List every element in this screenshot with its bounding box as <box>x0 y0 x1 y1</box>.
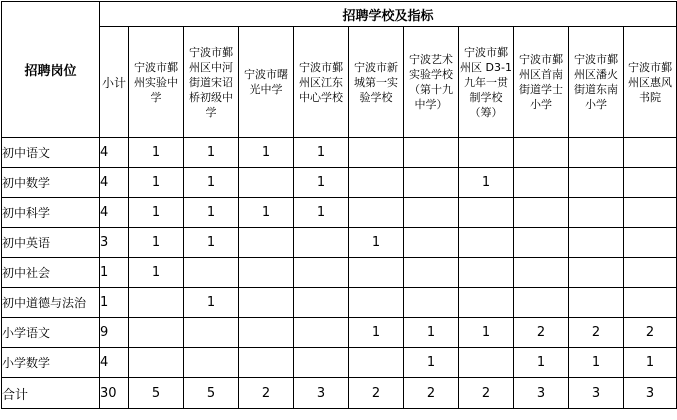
quota-cell <box>569 288 624 318</box>
quota-cell <box>569 168 624 198</box>
quota-cell: 1 <box>294 138 349 168</box>
quota-cell <box>624 258 677 288</box>
quota-cell: 2 <box>569 318 624 348</box>
quota-cell <box>239 348 294 378</box>
total-cell: 5 <box>184 378 239 409</box>
quota-cell <box>294 318 349 348</box>
quota-cell: 2 <box>624 318 677 348</box>
quota-cell: 1 <box>459 168 514 198</box>
quota-cell <box>294 258 349 288</box>
quota-cell: 1 <box>184 168 239 198</box>
quota-cell: 1 <box>184 228 239 258</box>
quota-cell: 1 <box>129 258 184 288</box>
total-cell: 3 <box>624 378 677 409</box>
quota-cell <box>294 288 349 318</box>
subtotal-cell: 4 <box>100 138 129 168</box>
group-header: 招聘学校及指标 <box>100 2 677 27</box>
quota-cell <box>404 258 459 288</box>
quota-cell <box>569 138 624 168</box>
position-label: 小学数学 <box>2 348 100 378</box>
subtotal-cell: 4 <box>100 198 129 228</box>
quota-cell <box>239 168 294 198</box>
table-row <box>2 288 677 318</box>
quota-cell: 1 <box>184 138 239 168</box>
quota-cell: 1 <box>239 138 294 168</box>
school-header: 宁波市鄞州区潘火街道东南小学 <box>569 27 624 138</box>
position-header: 招聘岗位 <box>2 2 100 138</box>
quota-cell <box>624 198 677 228</box>
quota-cell: 1 <box>184 198 239 228</box>
total-cell: 3 <box>294 378 349 409</box>
position-label: 初中英语 <box>2 228 100 258</box>
quota-cell <box>129 348 184 378</box>
quota-cell <box>514 258 569 288</box>
quota-cell: 1 <box>349 318 404 348</box>
school-header: 宁波艺术实验学校（第十九中学） <box>404 27 459 138</box>
quota-cell <box>514 228 569 258</box>
subtotal-cell: 1 <box>100 258 129 288</box>
quota-cell <box>239 258 294 288</box>
quota-cell <box>624 138 677 168</box>
quota-cell: 1 <box>184 288 239 318</box>
school-header: 宁波市鄞州区惠风书院 <box>624 27 677 138</box>
school-header: 宁波市曙光中学 <box>239 27 294 138</box>
school-header: 宁波市鄞州区江东中心学校 <box>294 27 349 138</box>
subtotal-cell: 9 <box>100 318 129 348</box>
school-header: 宁波市鄞州实验中学 <box>129 27 184 138</box>
quota-cell <box>129 288 184 318</box>
quota-cell: 1 <box>569 348 624 378</box>
quota-cell <box>294 348 349 378</box>
quota-cell <box>294 228 349 258</box>
total-cell: 5 <box>129 378 184 409</box>
table-row <box>2 318 677 348</box>
subtotal-cell: 1 <box>100 288 129 318</box>
total-cell: 3 <box>514 378 569 409</box>
school-header: 宁波市新城第一实验学校 <box>349 27 404 138</box>
position-label: 初中道德与法治 <box>2 288 100 318</box>
quota-cell: 1 <box>129 168 184 198</box>
quota-cell <box>624 168 677 198</box>
table-row <box>2 228 677 258</box>
quota-cell <box>404 228 459 258</box>
table-row <box>2 138 677 168</box>
quota-cell <box>184 348 239 378</box>
quota-cell: 1 <box>294 168 349 198</box>
table-row <box>2 348 677 378</box>
quota-cell <box>404 198 459 228</box>
subtotal-cell: 4 <box>100 168 129 198</box>
position-label: 初中语文 <box>2 138 100 168</box>
quota-cell <box>514 138 569 168</box>
position-label: 初中社会 <box>2 258 100 288</box>
quota-cell <box>349 138 404 168</box>
total-label: 合计 <box>2 378 100 409</box>
quota-cell <box>459 288 514 318</box>
quota-cell <box>184 258 239 288</box>
quota-cell: 1 <box>624 348 677 378</box>
quota-cell <box>239 288 294 318</box>
quota-cell <box>459 138 514 168</box>
quota-cell <box>404 138 459 168</box>
school-header: 宁波市鄞州区 D3-1 九年一贯制学校（筹） <box>459 27 514 138</box>
quota-cell <box>239 228 294 258</box>
total-cell: 2 <box>459 378 514 409</box>
school-header: 宁波市鄞州区首南街道学士小学 <box>514 27 569 138</box>
quota-cell: 1 <box>514 348 569 378</box>
total-cell: 2 <box>404 378 459 409</box>
quota-cell: 1 <box>239 198 294 228</box>
table-row <box>2 258 677 288</box>
quota-cell <box>569 198 624 228</box>
quota-cell: 1 <box>294 198 349 228</box>
total-cell: 3 <box>569 378 624 409</box>
table-row <box>2 198 677 228</box>
position-label: 小学语文 <box>2 318 100 348</box>
quota-cell <box>459 198 514 228</box>
total-cell: 2 <box>349 378 404 409</box>
subtotal-cell: 4 <box>100 348 129 378</box>
quota-cell <box>514 168 569 198</box>
quota-cell: 1 <box>459 318 514 348</box>
table-row <box>2 168 677 198</box>
total-cell: 2 <box>239 378 294 409</box>
quota-cell: 1 <box>129 138 184 168</box>
quota-cell <box>459 348 514 378</box>
subtotal-cell: 3 <box>100 228 129 258</box>
quota-cell <box>349 288 404 318</box>
position-label: 初中数学 <box>2 168 100 198</box>
total-row <box>2 378 677 409</box>
quota-cell <box>349 198 404 228</box>
quota-cell <box>349 168 404 198</box>
quota-cell <box>349 348 404 378</box>
school-header: 宁波市鄞州区中河街道宋诏桥初级中学 <box>184 27 239 138</box>
quota-cell: 2 <box>514 318 569 348</box>
position-label: 初中科学 <box>2 198 100 228</box>
quota-cell <box>184 318 239 348</box>
quota-cell <box>349 258 404 288</box>
subtotal-header: 小计 <box>100 27 129 138</box>
total-subtotal-cell: 30 <box>100 378 129 409</box>
quota-cell <box>569 228 624 258</box>
quota-cell: 1 <box>404 318 459 348</box>
quota-cell <box>624 288 677 318</box>
quota-cell <box>404 168 459 198</box>
quota-cell: 1 <box>349 228 404 258</box>
quota-cell <box>129 318 184 348</box>
quota-cell <box>459 258 514 288</box>
quota-cell <box>569 258 624 288</box>
quota-cell: 1 <box>129 228 184 258</box>
quota-cell <box>624 228 677 258</box>
quota-cell <box>514 198 569 228</box>
quota-cell <box>239 318 294 348</box>
quota-cell <box>514 288 569 318</box>
quota-cell <box>459 228 514 258</box>
quota-cell <box>404 288 459 318</box>
quota-cell: 1 <box>404 348 459 378</box>
quota-cell: 1 <box>129 198 184 228</box>
recruitment-table <box>1 1 677 409</box>
